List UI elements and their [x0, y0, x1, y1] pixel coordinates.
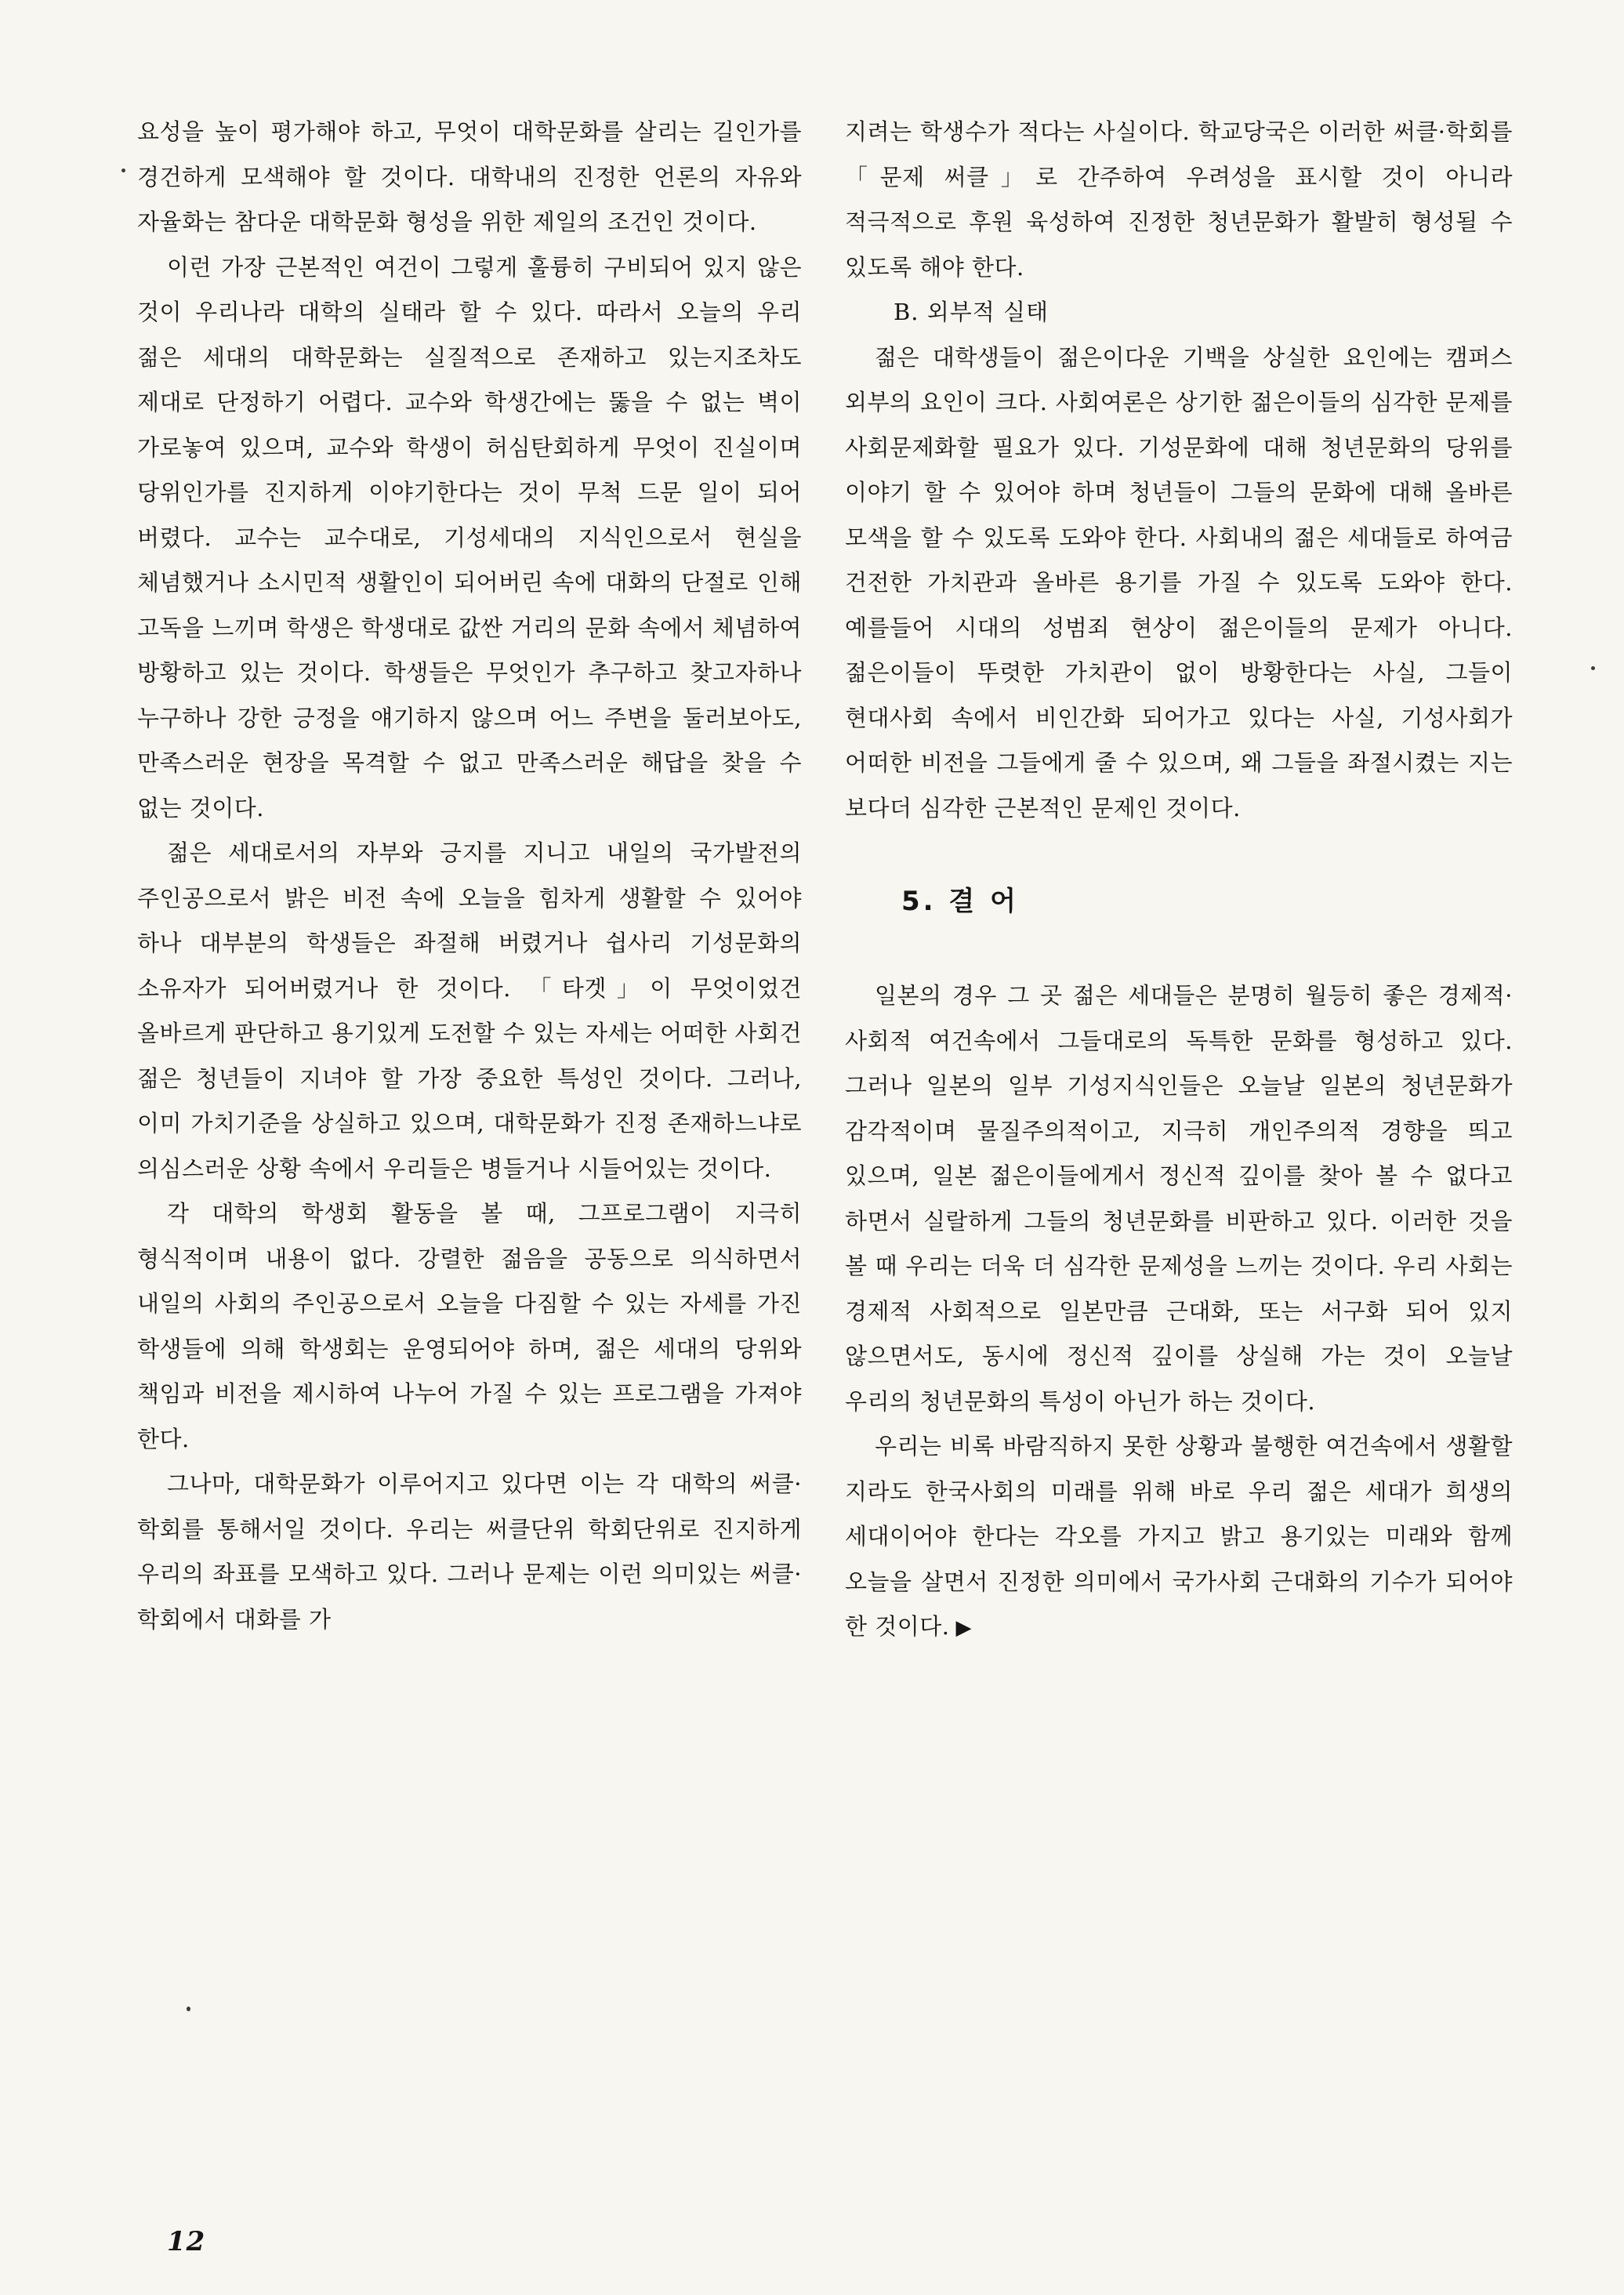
spacer — [845, 831, 1513, 878]
paragraph: 일본의 경우 그 곳 젊은 세대들은 분명히 월등히 좋은 경제적·사회적 여건속에서 그들대로의 독특한 문화를 형성하고 있다. 그러나 일본의 일부 기성지식인들은 오늘날 일본의 청년문화가 감각적이며 물질주의적이고, 지극히 개인주의적 경향을 띄고 있으며, 일본 젊은이들에게서 정신적 깊이를 찾아 볼 수 없다고 하면서 실랄하게 그들의 청년문화를 비판하고 있다. 이러한 것을 볼 때 우리는 더욱 더 심각한 문제성을 느끼는 것이다. 우리 사회는 경제적 사회적으로 일본만큼 근대화, 또는 서구화 되어 있지 않으면서도, 동시에 정신적 깊이를 상실해 가는 것이 오늘날 우리의 청년문화의 특성이 아닌가 하는 것이다. — [845, 982, 1513, 1415]
paragraph: 지려는 학생수가 적다는 사실이다. 학교당국은 이러한 써클·학회를 「문제 써클」로 간주하여 우려성을 표시할 것이 아니라 적극적으로 후원 육성하여 진정한 청년문화가 활발히 형성될 수 있도록 해야 한다. — [845, 118, 1513, 281]
end-marker-icon: ▶ — [955, 1616, 972, 1640]
spacer — [845, 925, 1513, 973]
paragraph: 젊은 대학생들이 젊은이다운 기백을 상실한 요인에는 캠퍼스 외부의 요인이 크다. 사회여론은 상기한 젊은이들의 심각한 문제를 사회문제화할 필요가 있다. 기성문화에 대해 청년문화의 당위를 이야기 할 수 있어야 하며 청년들이 그들의 문화에 대해 올바른 모색을 할 수 있도록 도와야 한다. 사회내의 젊은 세대들로 하여금 건전한 가치관과 올바른 용기를 가질 수 있도록 도와야 한다. 예를들어 시대의 성범죄 현상이 젊은이들의 문제가 아니다. 젊은이들이 뚜렷한 가치관이 없이 방황한다는 사실, 그들이 현대사회 속에서 비인간화 되어가고 있다는 사실, 기성사회가 어떠한 비전을 그들에게 줄 수 있으며, 왜 그들을 좌절시켰는 지는 보다더 심각한 근본적인 문제인 것이다. — [845, 343, 1513, 821]
scan-speck — [187, 2007, 190, 2011]
page-number: 12 — [167, 2226, 206, 2257]
paragraph: 그나마, 대학문화가 이루어지고 있다면 이는 각 대학의 써클·학회를 통해서일 것이다. 우리는 써클단위 학회단위로 진지하게 우리의 좌표를 모색하고 있다. 그러나 문제는 이런 의미있는 써클·학회에서 대화를 가 — [137, 1470, 802, 1633]
paragraph: 이런 가장 근본적인 여건이 그렇게 훌륭히 구비되어 있지 않은 것이 우리나라 대학의 실태라 할 수 있다. 따라서 오늘의 우리 젊은 세대의 대학문화는 실질적으로 존재하고 있는지조차도 제대로 단정하기 어렵다. 교수와 학생간에는 뚫을 수 없는 벽이 가로놓여 있으며, 교수와 학생이 허심탄회하게 무엇이 진실이며 당위인가를 진지하게 이야기한다는 것이 무척 드문 일이 되어 버렸다. 교수는 교수대로, 기성세대의 지식인으로서 현실을 체념했거나 소시민적 생활인이 되어버린 속에 대화의 단절로 인해 고독을 느끼며 학생은 학생대로 값싼 거리의 문화 속에서 체념하여 방황하고 있는 것이다. 학생들은 무엇인가 추구하고 찾고자하나 누구하나 강한 긍정을 얘기하지 않으며 어느 주변을 둘러보아도, 만족스러운 현장을 목격할 수 없고 만족스러운 해답을 찾을 수 없는 것이다. — [137, 253, 802, 821]
paragraph: 젊은 세대로서의 자부와 긍지를 지니고 내일의 국가발전의 주인공으로서 밝은 비전 속에 오늘을 힘차게 생활할 수 있어야 하나 대부분의 학생들은 좌절해 버렸거나 쉽사리 기성문화의 소유자가 되어버렸거나 한 것이다. 「타겟」이 무엇이었건 올바르게 판단하고 용기있게 도전할 수 있는 자세는 어떠한 사회건 젊은 청년들이 지녀야 할 가장 중요한 특성인 것이다. 그러나, 이미 가치기준을 상실하고 있으며, 대학문화가 진정 존재하느냐로 의심스러운 상황 속에서 우리들은 병들거나 시들어있는 것이다. — [137, 839, 802, 1182]
paragraph-text: 우리는 비록 바람직하지 못한 상황과 불행한 여건속에서 생활할 지라도 한국사회의 미래를 위해 바로 우리 젊은 세대가 희생의 세대이어야 한다는 각오를 가지고 밝고 용기있는 미래와 함께 오늘을 살면서 진정한 의미에서 국가사회 근대화의 기수가 되어야 한 것이다. — [845, 1433, 1513, 1640]
paragraph: 각 대학의 학생회 활동을 볼 때, 그프로그램이 지극히 형식적이며 내용이 없다. 강렬한 젊음을 공동으로 의식하면서 내일의 사회의 주인공으로서 오늘을 다짐할 수 있는 자세를 가진 학생들에 의해 학생회는 운영되어야 하며, 젊은 세대의 당위와 책임과 비전을 제시하여 나누어 가질 수 있는 프로그램을 가져야 한다. — [137, 1200, 802, 1452]
paragraph-final — [845, 1424, 1513, 1651]
scan-speck — [121, 169, 125, 172]
scan-speck — [1591, 666, 1595, 670]
subsection-heading: B. 외부적 실태 — [894, 299, 1049, 325]
section-heading: 5. 결 어 — [901, 886, 1019, 917]
left-column — [137, 110, 802, 1642]
paragraph: 요성을 높이 평가해야 하고, 무엇이 대학문화를 살리는 길인가를 경건하게 모색해야 할 것이다. 대학내의 진정한 언론의 자유와 자율화는 참다운 대학문화 형성을 위한 제일의 조건인 것이다. — [137, 118, 802, 235]
right-column — [845, 110, 1513, 1651]
